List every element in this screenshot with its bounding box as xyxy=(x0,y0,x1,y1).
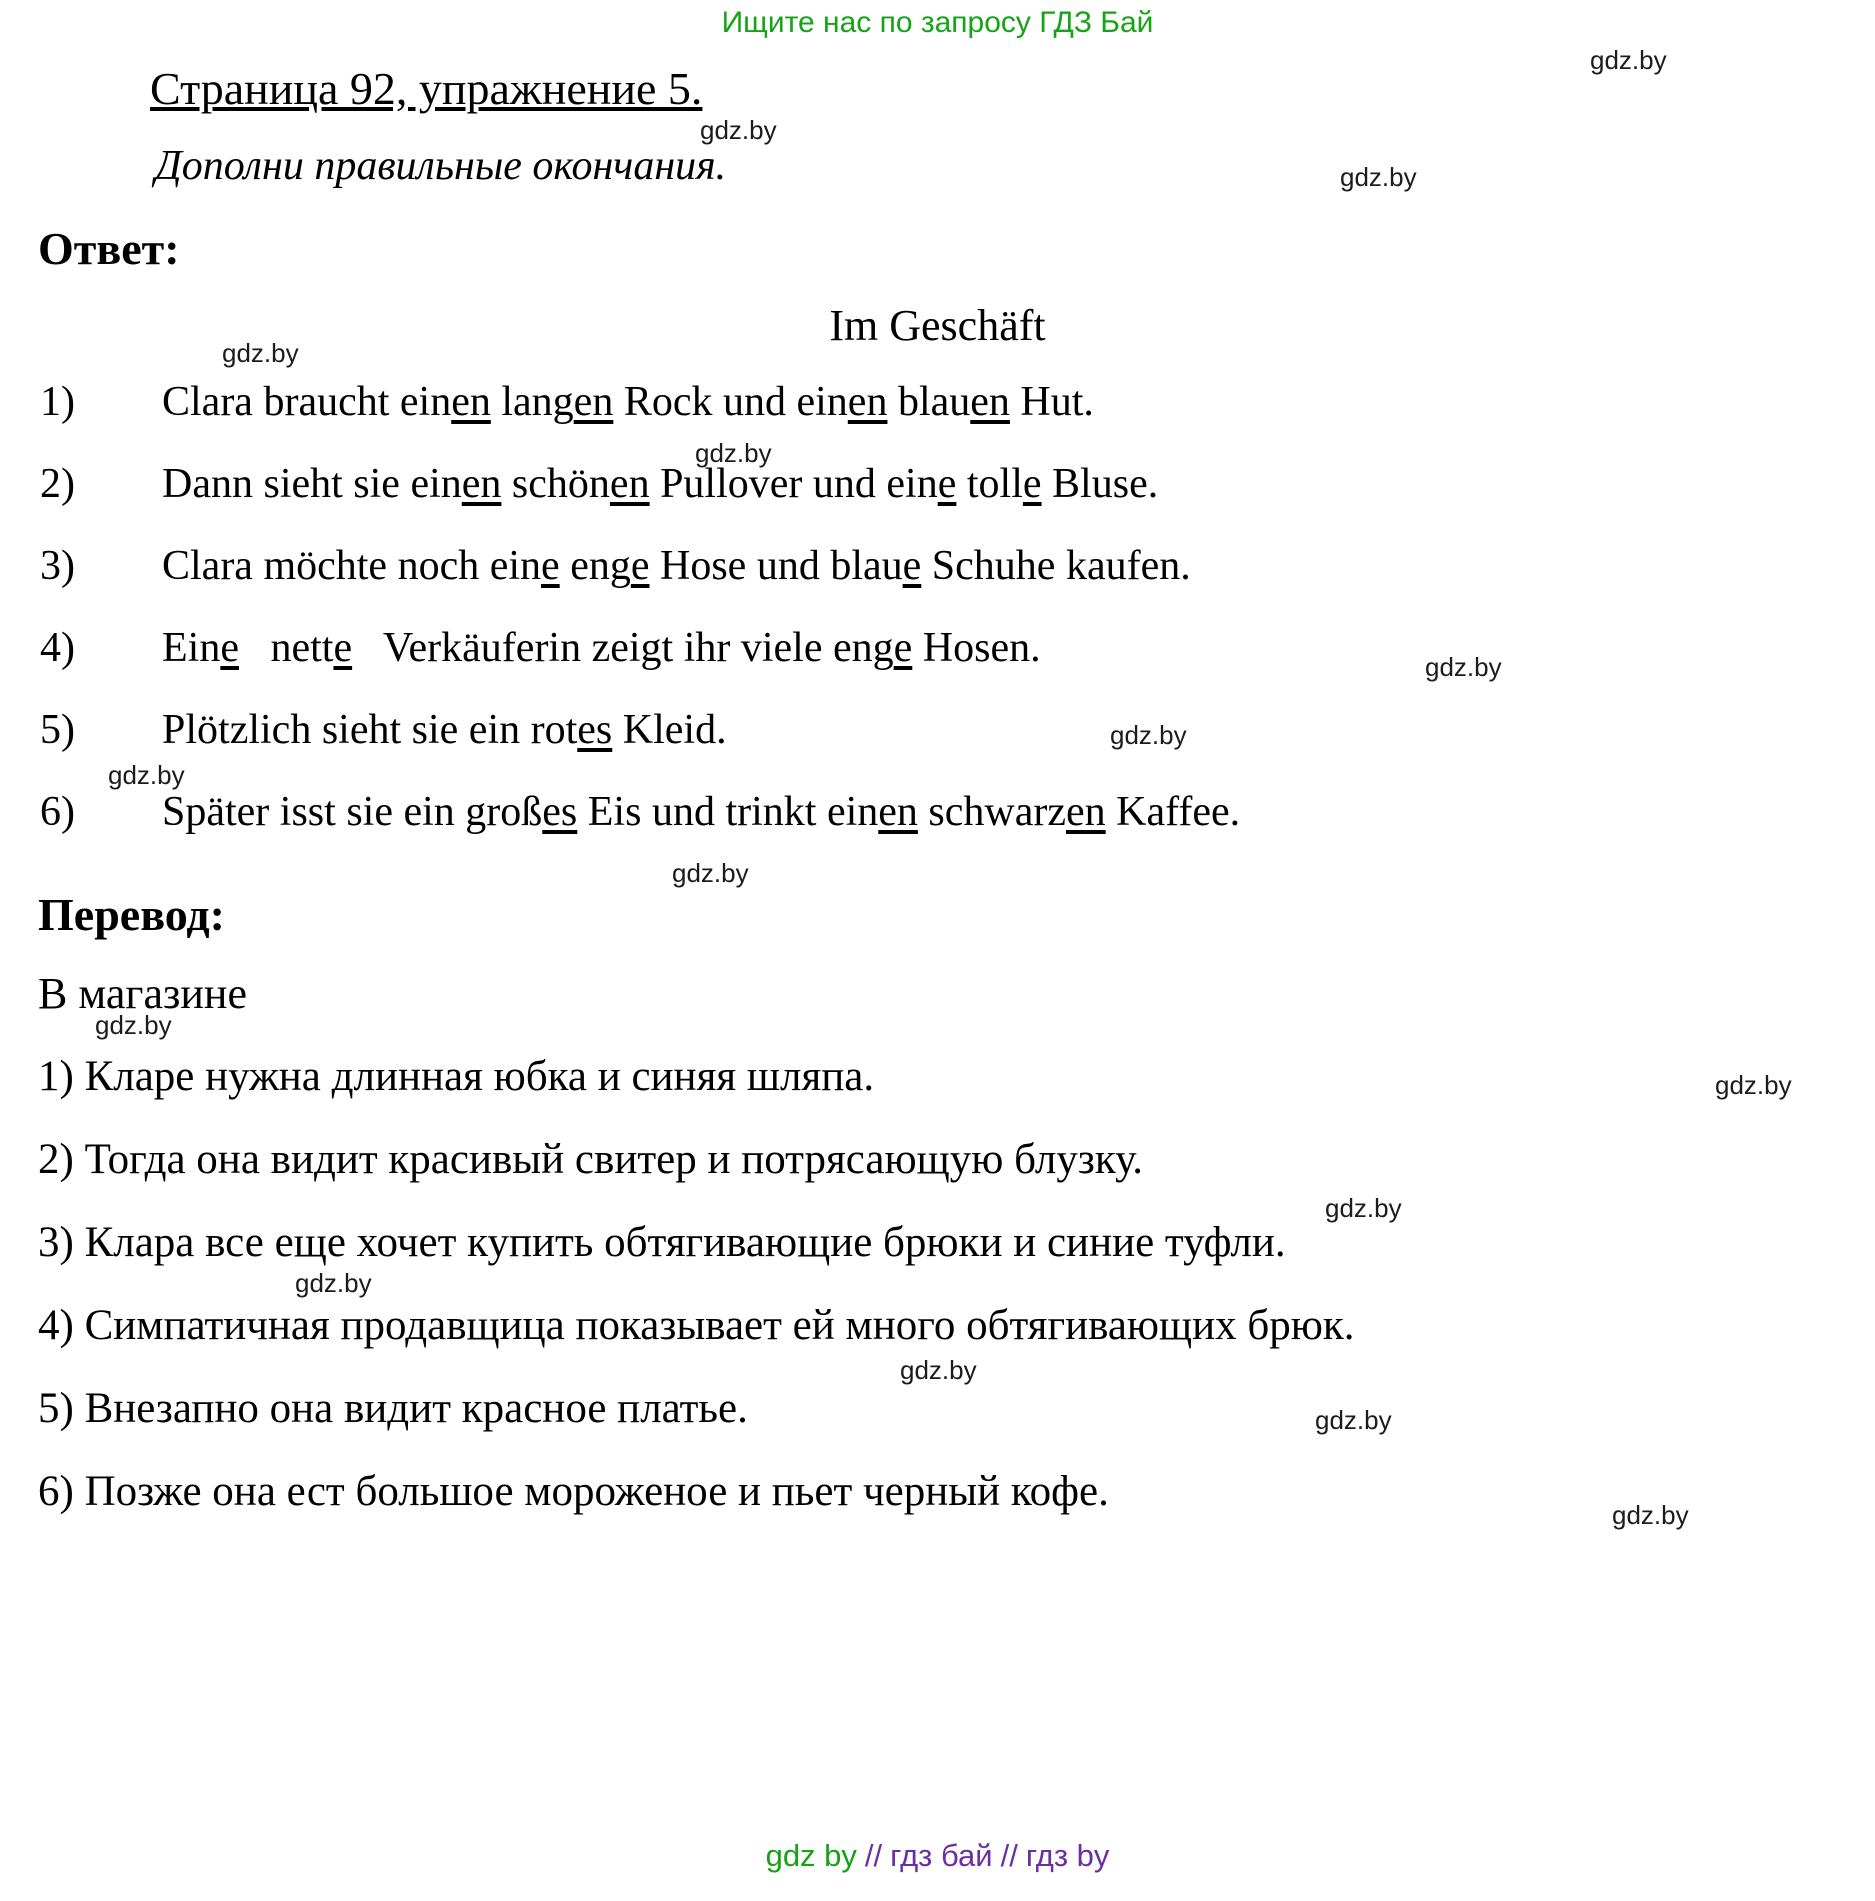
underlined-ending: en xyxy=(573,379,614,425)
item-number: 4) xyxy=(40,625,75,671)
translation-item: 3) Клара все еще хочет купить обтягивающие брюки и синие туфли. xyxy=(38,1219,1286,1266)
watermark: gdz.by xyxy=(108,760,185,790)
footer-link: gdz by xyxy=(765,1838,857,1873)
underlined-ending: en xyxy=(609,461,650,507)
sentence-text: Hut. xyxy=(1009,379,1094,425)
underlined-ending: es xyxy=(542,789,578,835)
translation-item: 6) Позже она ест большое мороженое и пьет черный кофе. xyxy=(38,1468,1109,1515)
german-sentence xyxy=(162,378,1094,426)
underlined-ending: en xyxy=(878,789,918,835)
sentence-text: Pullover und ein xyxy=(649,461,938,507)
underlined-ending: e xyxy=(893,625,913,671)
page-title: Страница 92, упражнение 5. xyxy=(150,63,703,114)
sentence-text: Hosen. xyxy=(912,625,1041,671)
sentence-text: Später isst sie ein groß xyxy=(162,789,543,835)
watermark: gdz.by xyxy=(1425,652,1502,682)
sentence-text: Schuhe kaufen. xyxy=(921,543,1191,589)
watermark: gdz.by xyxy=(695,438,772,468)
sentence-text: Ein xyxy=(162,625,221,671)
underlined-ending: en xyxy=(970,379,1010,425)
sentence-text: eng xyxy=(559,543,631,589)
sentence-text: Plötzlich sieht sie ein rot xyxy=(162,707,578,753)
german-answer-item xyxy=(40,460,1840,542)
german-heading: Im Geschäft xyxy=(829,301,1046,350)
task-subtitle: Дополни правильные окончания. xyxy=(155,143,727,189)
german-sentence xyxy=(162,706,727,754)
underlined-ending: en xyxy=(461,461,502,507)
watermark: gdz.by xyxy=(1340,162,1417,192)
watermark: gdz.by xyxy=(1315,1405,1392,1435)
sentence-text: Rock und ein xyxy=(613,379,848,425)
german-answers-list xyxy=(40,378,1840,870)
german-answer-item xyxy=(40,378,1840,460)
sentence-text: Dann sieht sie ein xyxy=(162,461,462,507)
translation-label: Перевод: xyxy=(38,889,225,940)
sentence-text: Verkäuferin zeigt ihr viele eng xyxy=(352,625,894,671)
sentence-text: lang xyxy=(490,379,574,425)
underlined-ending: e xyxy=(937,461,957,507)
translation-list xyxy=(38,1052,1848,1550)
underlined-ending: es xyxy=(577,707,613,753)
sentence-text: Clara möchte noch ein xyxy=(162,543,542,589)
german-answer-item xyxy=(40,706,1840,788)
watermark: gdz.by xyxy=(700,115,777,145)
item-number: 5) xyxy=(40,707,75,753)
answer-label: Ответ: xyxy=(38,223,180,274)
underlined-ending: e xyxy=(220,625,239,671)
sentence-text: blau xyxy=(887,379,971,425)
item-number: 2) xyxy=(40,461,75,507)
footer-link: // xyxy=(1000,1838,1018,1873)
german-answer-item xyxy=(40,542,1840,624)
item-number: 1) xyxy=(40,379,75,425)
german-sentence xyxy=(162,788,1240,836)
footer-links xyxy=(0,1838,1875,1874)
sentence-text: schön xyxy=(501,461,610,507)
item-number: 3) xyxy=(40,543,75,589)
footer-link: гдз by xyxy=(1025,1838,1110,1873)
watermark: gdz.by xyxy=(1590,45,1667,75)
german-answer-item xyxy=(40,624,1840,706)
underlined-ending: e xyxy=(333,625,353,671)
sentence-text: Eis und trinkt ein xyxy=(577,789,879,835)
sentence-text: Hose und blau xyxy=(649,543,903,589)
watermark: gdz.by xyxy=(1715,1070,1792,1100)
watermark: gdz.by xyxy=(95,1010,172,1040)
footer-link: // xyxy=(864,1838,883,1873)
underlined-ending: en xyxy=(1066,789,1106,835)
sentence-text: Bluse. xyxy=(1041,461,1159,507)
underlined-ending: e xyxy=(541,543,560,589)
underlined-ending: e xyxy=(630,543,650,589)
translation-item: 5) Внезапно она видит красное платье. xyxy=(38,1385,748,1432)
top-banner: Ищите нас по запросу ГДЗ Бай xyxy=(721,6,1154,39)
item-number: 6) xyxy=(40,789,75,835)
watermark: gdz.by xyxy=(1110,720,1187,750)
watermark: gdz.by xyxy=(222,338,299,368)
sentence-text: Clara braucht ein xyxy=(162,379,452,425)
translation-item: 1) Кларе нужна длинная юбка и синяя шляпа. xyxy=(38,1053,875,1100)
watermark: gdz.by xyxy=(900,1355,977,1385)
underlined-ending: en xyxy=(451,379,491,425)
german-sentence xyxy=(162,460,1158,508)
sentence-text: schwarz xyxy=(917,789,1067,835)
sentence-text: Kaffee. xyxy=(1105,789,1241,835)
german-sentence xyxy=(162,542,1191,590)
watermark: gdz.by xyxy=(1612,1500,1689,1530)
translation-heading: В магазине xyxy=(38,969,247,1018)
underlined-ending: e xyxy=(902,543,922,589)
footer-link: гдз бай xyxy=(890,1838,993,1873)
translation-item: 2) Тогда она видит красивый свитер и потрясающую блузку. xyxy=(38,1136,1144,1183)
underlined-ending: en xyxy=(847,379,888,425)
underlined-ending: e xyxy=(1022,461,1042,507)
german-answer-item xyxy=(40,788,1840,870)
german-sentence xyxy=(162,624,1041,672)
watermark: gdz.by xyxy=(672,858,749,888)
sentence-text: nett xyxy=(238,625,334,671)
sentence-text: toll xyxy=(956,461,1023,507)
watermark: gdz.by xyxy=(295,1268,372,1298)
translation-item: 4) Симпатичная продавщица показывает ей много обтягивающих брюк. xyxy=(38,1302,1355,1349)
watermark: gdz.by xyxy=(1325,1193,1402,1223)
sentence-text: Kleid. xyxy=(612,707,727,753)
